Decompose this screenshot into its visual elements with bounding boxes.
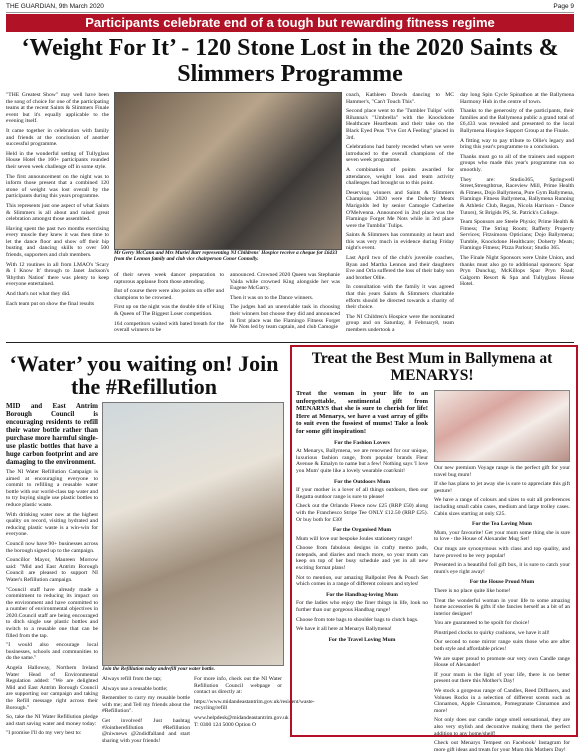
story1-col2	[114, 272, 224, 338]
paragraph: The Finale Night Sponsors were Unite Union, and thanks must also go to additional sponsors: Spar Pryn Dunclug, McKillops Spar Pryn Road; Galgorm Resort & Spa and Tullyglass House Hotel.	[460, 255, 574, 288]
paragraph: Treat the wonderful woman in your life to some amazing home accessories & gifts if she fancies herself as a bit of an interior designer!	[434, 597, 570, 617]
paragraph: A fitting way to pay tribute to Ollie's legacy and bring this year's programme to a conclusion.	[460, 137, 574, 151]
paragraph: Pinstriped clocks to quirky cushions, we have it all!	[434, 629, 550, 636]
paragraph: Angela Halloway, Northern Ireland Water Head of Environmental Regulation added: "We are delighted Mid and East Antrim Borough Council are supporting our campaign and taking the Refill message right across their Borough."	[6, 665, 98, 711]
paragraph: Mum, your favourite! Get your mum some thing she is sure to love - the House of Alexander Mug Set!	[434, 529, 570, 543]
mother-daughter-photo	[434, 390, 570, 462]
paragraph: Choose from fabulous designs in crafty memo pads, notepads, and diaries and much more, so your mum can keep on top of her busy schedule and yet in all new exciting format plans!	[296, 545, 428, 572]
refill-lead: MID and East Antrim Borough Council is encouraging residents to refill their water bottle rather than purchase more harmful single-use plastic bottles that have a huge carbon footprint and are damaging to the environment.	[6, 402, 98, 466]
paragraph: It came together in celebration with family and friends at the conclusion of another successful programme.	[6, 127, 109, 148]
paragraph: Having spent the past two months exercising every muscle they knew it was then time to let the dance floor and show off their hip busting and dancing skills to over 500 friends, supporters and club members.	[6, 225, 109, 259]
paragraph: For the ladies who enjoy the finer things in life, look no further than our gorgeous Handbag range!	[296, 600, 428, 614]
paragraph: www.helpdesk@midandeastantrim.gov.uk T: 0300 124 5000 Option O	[194, 714, 289, 728]
paragraph: Our new premium Voyage range is the perfect gift for your travel bug mum!	[434, 465, 570, 478]
story1-col3	[230, 272, 340, 338]
menarys-col2	[434, 390, 570, 753]
masthead	[6, 2, 574, 13]
paragraph: "I promise I'll do my very best to:	[6, 730, 82, 737]
paragraph: Celebrations had barely receded when we were introduced to the overall champions of the seven week programme.	[346, 144, 454, 164]
paragraph: At Menarys, Ballymena, we are renowned for our unique, luxurious fashion range, from popular brands Fleur Avenue & Emalyn to name but a few! Nothing says 'I love you Mum' quite like a lovely wearable coat/knit!	[296, 448, 428, 474]
paragraph: If your mum is the light of your life, there is no better present out there this Mother's Day!	[434, 671, 570, 685]
paragraph: But of course there were also points on offer and champions to be crowned.	[114, 288, 224, 301]
story-banner: Participants celebrate end of a tough but rewarding fitness regime	[6, 14, 574, 32]
paragraph: The NI Water Refillution Campaign is aimed at encouraging everyone to commit to refilling a reusable water bottle with our world-class tap water and to try buying single use plastic bottles to reduce plastic waste.	[6, 469, 98, 508]
paragraph: Choose from tote bags to shoulder bags to clutch bags.	[296, 616, 419, 623]
masthead-page-number: Page 9	[553, 3, 574, 10]
story1-col5	[460, 92, 574, 338]
paragraph: Held in the wonderful setting of Tullyglass House Hotel the 160+ participants rounded their seven week challenge off in some style.	[6, 150, 109, 170]
refill-col1-body	[6, 469, 98, 737]
paragraph: of their seven week dancer preparation to rapturous applause from those attending.	[114, 272, 224, 285]
paragraph: We stock a gorgeous range of Candles, Reed Diffusers, and Voluses Rocks in a selection of different scents such as Cinnamon, Apple Cinnamon, Pomegranate Cinnamon and more!	[434, 688, 570, 714]
menarys-lead: Treat the woman in your life to an unforgettable, sentimental gift from MENARYS that she is sure to cherish for life! Here at Menarys, we have a vast array of gifts to suit even the fussiest of mums! Take a look for some gift inspiration!	[296, 390, 428, 435]
cheque-presentation-photo	[114, 92, 342, 250]
paragraph: Check out Menarys Tempest on Facebook/ Instagram for more gift ideas and treats for your Mum this Mothers Day!	[434, 740, 570, 753]
paragraph: Thanks to the generosity of the participants, their families and the Ballymena public a grand total of £6,433 was revealed and presented to the local Ballymena Hospice Support Group at the Finale.	[460, 108, 574, 134]
refill-col2	[102, 676, 190, 744]
refill-photo-caption: Join the Refillution today andrefill your water bottle.	[102, 666, 215, 672]
refill-headline: ‘Water’ you waiting on! Join the #Refillution	[9, 351, 279, 399]
paragraph: The first announcement on the night was to inform those present that a combined 120 stone of weight was lost overall by the participants during this years programme.	[6, 173, 109, 200]
subheading: For the Fashion Lovers	[334, 439, 390, 446]
paragraph: First up on the night was the double title of King & Queen of The Biggest Loser competition.	[114, 304, 224, 317]
paragraph: A combination of points awarded for attendance, weight loss and team activity challenges had brought us to this point.	[346, 166, 454, 187]
story1-col4	[346, 92, 454, 338]
paragraph: Not to mention, our amazing Ballpoint Pen & Pouch Set which comes in a range of different colours and styles!	[296, 574, 428, 588]
subheading: For the Handbag-loving Mum	[326, 591, 398, 598]
paragraph: Presented in a beautiful foil gift box, it is sure to catch your mum's eye right away!	[434, 562, 570, 575]
paragraph: Check out the Orlando Fleece now £25 (RRP £50) along with the Franchesco Stripe Tee ONLY £12.50 (RRP £25). Or buy both for £30!	[296, 503, 428, 523]
paragraph: 164 competitors waited with bated breath for the overall winners to be	[114, 320, 224, 334]
paragraph: Saints & Slimmers has community at heart and this was very much in evidence during Friday night's event.	[346, 232, 454, 252]
paragraph: We have a range of colours and sizes to suit all preferences including small cabin cases, medium and large trolley cases. Cabin sizes starting at only £25.	[434, 497, 570, 517]
subheading: For the Travel Loving Mum	[328, 636, 396, 643]
section-divider	[6, 342, 574, 343]
paragraph: Council now have 90+ businesses across the borough signed up to the campaign.	[6, 540, 98, 554]
refill-col1	[6, 402, 98, 737]
paragraph: announced. Crowned 2020 Queen was Stephanie Vaida while crowned King alongside her was Eugene McGarry.	[230, 272, 340, 292]
paragraph: "I would also encourage local businesses, schools and communities to do the same."	[6, 642, 98, 662]
paragraph: In consultation with the family it was agreed that this years Saints & Slimmers charitable efforts should be directed towards a charity of their choice.	[346, 284, 454, 311]
subheading: For the Outdoors Mum	[334, 478, 390, 485]
story1-col1	[6, 92, 109, 338]
paragraph: Our mugs are synonymous with class and top quality, and have proved to be very popular!	[434, 545, 570, 559]
paragraph: Councillor Mayor, Maureen Morrow said: "Mid and East Antrim Borough Council are pleased to support NI Water's Refillution campaign.	[6, 557, 98, 583]
paragraph: With 12 routines in all from LMAO's 'Scary & I Know It' through to Janet Jackson's 'Rhythm Nation' there was plenty to keep everyone entertained.	[6, 261, 109, 288]
subheading: For the Organised Mum	[332, 527, 392, 534]
paragraph: day long Spin Cycle Spinathon at the Ballymena Harmony Hub in the centre of town.	[460, 92, 574, 105]
paragraph: Our second to none mirror range suits those who are after both style and affordable prices!	[434, 639, 570, 653]
paragraph: Thanks must go to all of the trainers and support groups who made this year's programme run so smoothly.	[460, 153, 574, 173]
subheading: For the Tea Loving Mum	[472, 521, 532, 528]
menarys-col2-body	[434, 465, 570, 753]
paragraph: Remember to carry my reusable bottle with me; and Tell my friends about the #Refillution".	[102, 695, 190, 715]
paragraph: "THE Greatest Show" may well have been the song of choice for one of the participating teams at the recent Saints & Slimmers Finale event but it's equally applicable to the evening itself.	[6, 92, 109, 125]
paragraph: If she has plans to jet away she is sure to appreciate this gift gesture!	[434, 481, 570, 494]
paragraph: Each team put on show the final results	[6, 300, 95, 307]
paragraph: If your mother is a lover of all things outdoors, then our Regatta outdoor range is sure to please!	[296, 487, 428, 500]
paragraph: Not only does our candle range smell sensational, they are also very stylish and decorative making them the perfect addition to any home/shelf!	[434, 717, 570, 737]
paragraph: https://www.midandeastantrim.gov.uk/resident/waste-recycling/refill	[194, 698, 315, 712]
paragraph: Always use a reusable bottle;	[102, 685, 168, 692]
paragraph: Team Sponsors are Steele Physio; Prime Health & Fitness; The String Room; Rafferty Property Services; Fitzsimons Opticians; Dojo Ballymena; Tumble, Knockdone Healthcare; Doherty Meats; Flamingo Fitness; Pizza Parlour; Studio 365.	[460, 219, 574, 252]
paragraph: For more info, check out the NI Water Refillution Council webpage or contact us directly at:	[194, 676, 282, 696]
paragraph: The NI Children's Hospice were the nominated group and on Saturday, 8 February8, team members undertook a	[346, 313, 454, 333]
paragraph: This represents just one aspect of what Saints & Slimmers is all about and raised great celebration amongst those assembled.	[6, 202, 109, 223]
paragraph: "Council staff have already made a commitment to reducing its impact on the environment and have committed to a number of environmental objectives in 2020.Council staff are being encouraged to ditch single use plastic bottles and switch to a reusable one that can be filled from the tap.	[6, 586, 98, 639]
paragraph: They are: Studio365, Springwell Street,Strengthtrue, Raceview Mill, Prime Health & Fitness, Dojo Ballymena, Pure Gym Ballymena, Flamingo Fitness Ballymena, Ballymena Running & Athletic Club, Regan, Nicola Harrison - Dance Tutors), St Brigids PS, St. Patrick's College.	[460, 176, 574, 216]
paragraph: coach, Kathleen Dowds dancing to MC Hammer's, "Can't Touch This".	[346, 92, 454, 105]
story-headline: ‘Weight For It’ - 120 Stone Lost in the 2020 Saints & Slimmers Programme	[21, 35, 559, 87]
paragraph: We have it all here at Menarys Ballymena!	[296, 626, 392, 633]
paragraph: So, take the NI Water Refillution pledge and start saving water and money today:	[6, 714, 98, 727]
paragraph: Second place went to the 'Tumbler Tulips' with Rihanna's "Umbrella" with the Knockdone Healthcare Heartbeats and their take on the Black Eyed Peas "I've Got A Feeling" placed in 3rd.	[346, 108, 454, 141]
paragraph: The judges had an unenviable task in choosing their winners but choose they did and announced in first place was the Flamingo Fitness Forget Me Nots led by team captain, and club Camogie	[230, 304, 340, 331]
paragraph: And that's not what they did.	[6, 291, 71, 298]
paragraph: Last April two of the club's juvenile coaches, Ryan and Martha Lennon and their daughters Eve and Orla suffered the loss of their baby son and brother Ollie.	[346, 255, 454, 281]
paragraph: With drinking water now at the highest quality on record, visiting hydrated and reducing plastic waste is a win-win for everyone.	[6, 511, 98, 538]
paragraph: Always refill from the tap;	[102, 676, 162, 682]
paragraph: Deserving winners and Saints & Slimmers Champions 2020 were the Doherty Meats Marigolds led by senior Camogie Catherine O'Melvenna. Announced in 2nd place was the Flamingo Forget Me Nots while in 3rd place were the Tumblin' Tulips.	[346, 189, 454, 229]
refill-col3	[194, 676, 315, 733]
masthead-publication-date: THE GUARDIAN, 9th March 2020	[6, 3, 104, 10]
paragraph: There is no place quite like home!	[434, 587, 511, 594]
paragraph: We are super proud to promote our very own Candle range House of Alexander!	[434, 655, 570, 669]
paragraph: Mum will love our bespoke Joules stationery range!	[296, 535, 413, 542]
photo-caption: Mr Gerry McCann and Mrs Muriel Barr representing NI Childrens' Hospice receive a cheque for £6433 from the Lennon family and club vice chairperson Conor Connolly.	[114, 250, 338, 262]
refill-water-bottle-photo	[102, 402, 284, 666]
menarys-col1	[296, 390, 428, 729]
paragraph: Then it was on to the Dance winners.	[230, 294, 314, 301]
subheading: For the House Proud Mum	[469, 579, 535, 586]
paragraph: You are guaranteed to be spoilt for choice!	[434, 620, 530, 627]
menarys-col1-body	[296, 440, 428, 644]
paragraph: Get involved! Just hashtag #Jointherefillution #Refillution @niwnews @2ndidfalland and start sharing with your friends!	[102, 717, 190, 744]
menarys-headline: Treat the Best Mum in Ballymena at MENARYS!	[311, 350, 553, 384]
